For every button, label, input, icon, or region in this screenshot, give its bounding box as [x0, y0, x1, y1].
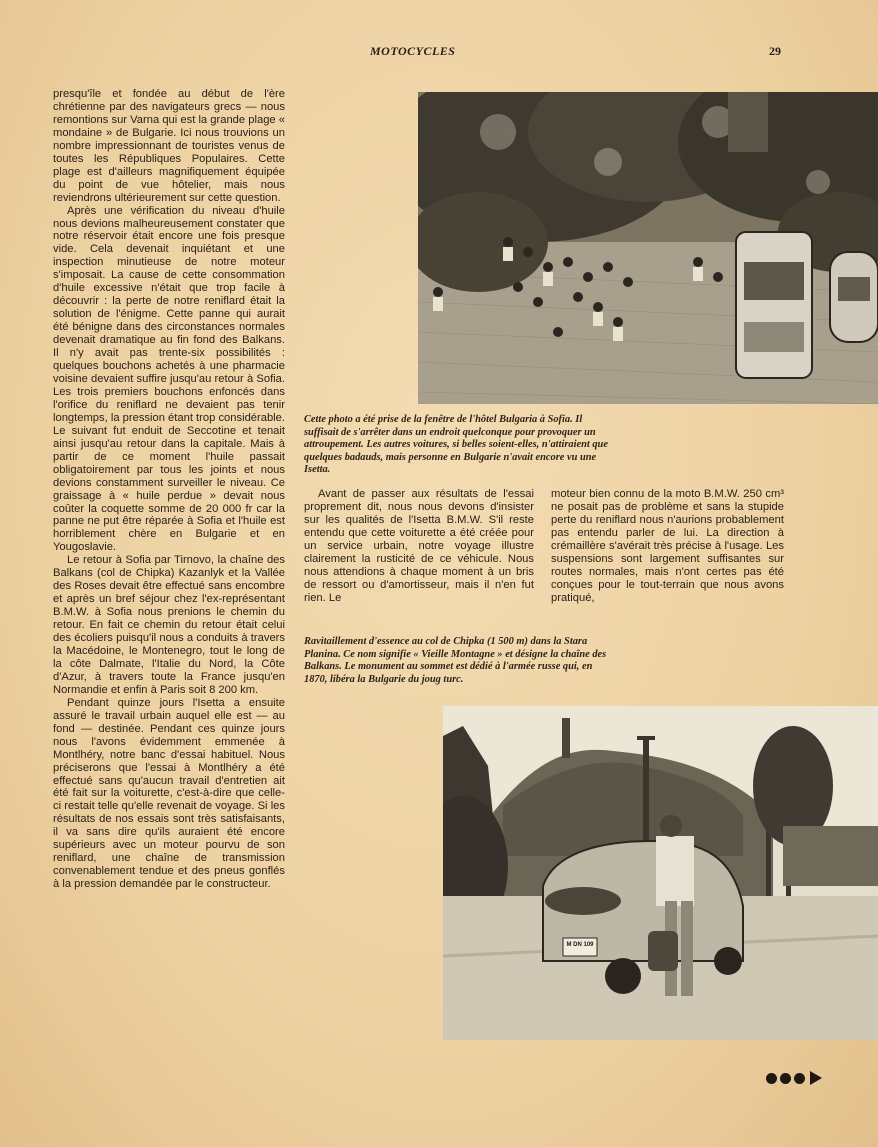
paragraph: presqu'île et fondée au début de l'ère chrétienne par des navigateurs grecs — nous remontions sur Varna qui est la grande plage « mondaine » de Bulgarie. Ici nous trouvions un nombre impressionnant de touristes venus de toutes les Républiques Populaires. Cette plage est d'ailleurs magnifiquement équipée du point de vue hôtelier, mais nous reviendrons ultérieurement sur cette question. [53, 88, 285, 204]
paragraph: Avant de passer aux résultats de l'essai proprement dit, nous nous devons d'insister sur les qualités de l'Isetta B.M.W. S'il reste entendu que cette voiturette a été créée pour un service urbain, notre voyage illustre clairement la rusticité de ce véhicule. Nous nous attendions à chaque moment à un bris de ressort ou d'amortisseur, mais il n'en fut rien. Le [304, 488, 534, 604]
paragraph: Pendant quinze jours l'Isetta a ensuite assuré le travail urbain auquel elle est — au fond — destinée. Pendant ces quinze jours nous l'avons évidemment emmenée à Montlhéry, notre banc d'essai habituel. Nous préciserons que l'essai à Montlhéry a été effectué sans qu'aucun travail d'entretien ait été fait sur la voiturette, c'est-à-dire que celle-ci restait telle qu'elle revenait de voyage. Si les résultats de nos essais sont très satisfaisants, il va sans dire qu'ils auraient été encore supérieurs avec un moteur pourvu de son reniflard, une chaîne de transmission convenablement tendue et des pneus gonflés à la pression demandée par le constructeur. [53, 696, 285, 891]
paragraph: moteur bien connu de la moto B.M.W. 250 cm³ ne posait pas de problème et sans la stupide perte du reniflard nous n'aurions probablement pas entendu parler de lui. La direction à crémaillère s'avérait très précise à l'usage. Les suspensions sont largement suffisantes sur routes normales, mais n'ont certes pas été conçues pour le tout-terrain que nous avons pratiqué, [551, 488, 784, 604]
page-number: 29 [769, 44, 781, 58]
photo-caption-sofia: Cette photo a été prise de la fenêtre de l'hôtel Bulgaria à Sofia. Il suffisait de s'arrêter dans un endroit quelconque pour provoquer un attroupement. Les autres voitures, si belles soient-elles, n'attiraient que quelques badauds, mais personne en Bulgarie n'avait encore vu une Isetta. [304, 414, 608, 476]
photo-chipka-pass [443, 706, 878, 1040]
article-column-middle [304, 488, 534, 605]
nav-dot [780, 1073, 791, 1084]
nav-dot [794, 1073, 805, 1084]
continue-arrow-icon [766, 1071, 822, 1085]
arrow-right-icon [810, 1071, 822, 1085]
license-plate: M DN 109 [566, 942, 594, 948]
paragraph: Après une vérification du niveau d'huile nous devions malheureusement constater que notre réservoir était encore une fois presque vide. Cela devenait inquiétant et une inspection minutieuse de notre moteur s'imposait. La cause de cette consommation d'huile excessive n'était que trop facile à découvrir : la perte de notre reniflard était la solution de l'énigme. Cette panne qui aurait été bénigne dans des circonstances normales devenait dramatique au fin fond des Balkans. Il n'y avait pas trente-six possibilités : quelques bouchons achetés à une pharmacie voisine devaient suffire jusqu'au retour à Sofia. Les trois premiers bouchons enfoncés dans l'orifice du reniflard ne devaient pas tenir longtemps, la pression étant trop considérable. Le suivant fut enduit de Seccotine et tenait ainsi jusqu'au retour dans la capitale. Mais à partir de ce moment l'huile passait obligatoirement par tous les joints et nous devions constamment surveiller le niveau. Ce graissage à « huile perdue » devait nous coûter la coquette somme de 20 000 fr car la panne ne put être réparée à Sofia et l'huile est horriblement chère en Bulgarie et en Yougoslavie. [53, 204, 285, 554]
article-column-right [551, 488, 784, 605]
photo-caption-chipka: Ravitaillement d'essence au col de Chipka (1 500 m) dans la Stara Planina. Ce nom signifie « Vieille Montagne » et désigne la chaîne des Balkans. Le monument au sommet est dédié à l'armée russe qui, en 1870, libéra la Bulgarie du joug turc. [304, 636, 607, 685]
photo-crowd-sofia [418, 92, 878, 404]
nav-dot [766, 1073, 777, 1084]
magazine-title: MOTOCYCLES [370, 44, 456, 58]
article-column-left [53, 88, 285, 891]
paragraph: Le retour à Sofia par Tirnovo, la chaîne des Balkans (col de Chipka) Kazanlyk et la Vallée des Roses devait être effectué sans encombre et après un bref séjour chez l'ex-représentant B.M.W. à Sofia nous prenions le chemin du retour. En fait ce chemin du retour était celui des écoliers puisqu'il nous a conduits à travers la Macédoine, le Montenegro, tout le long de la côte Dalmate, l'Italie du Nord, la Côte d'Azur, à travers toute la France jusqu'en Normandie et enfin à Paris soit 8 200 km. [53, 554, 285, 696]
